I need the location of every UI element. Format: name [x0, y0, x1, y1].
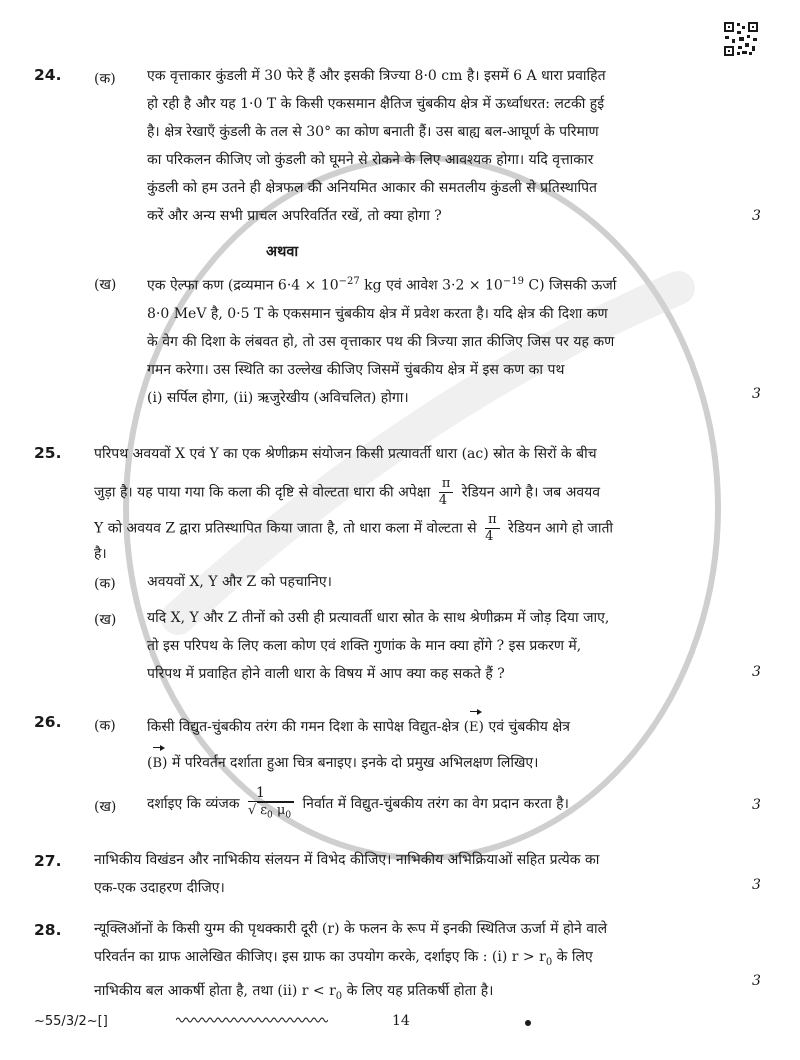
- q26-part-kha-text: दर्शाइए कि व्यंजक $\frac{1}{√ \varepsilon_0 \mu_0}$ निर्वात में विद्युत-चुंबकीय तरंग का वेग प्रदान करता है।: [147, 781, 749, 827]
- vector-b-symbol: B: [152, 744, 162, 778]
- q26-part-ka-line2: (B) में परिवर्तन दर्शाता हुआ चित्र बनाइए। इनके दो प्रमुख अभिलक्षण लिखिए।: [147, 744, 749, 778]
- q24-part-ka-label: (क): [94, 71, 116, 87]
- q25-text-line4: है।: [94, 546, 107, 562]
- q26-part-ka-line1: किसी विद्युत-चुंबकीय तरंग की गमन दिशा के सापेक्ष विद्युत-क्षेत्र (E) एवं चुंबकीय क्षेत्र: [147, 708, 749, 742]
- paper-code: ~55/3/2~[]: [34, 1014, 108, 1029]
- q27-text: नाभिकीय विखंडन और नाभिकीय संलयन में विभेद कीजिए। नाभिकीय अभिक्रियाओं सहित प्रत्येक का एक-एक उदाहरण दीजिए।: [94, 852, 600, 896]
- question-number-26: 26.: [34, 713, 62, 731]
- q27-marks: 3: [752, 877, 761, 893]
- page-number: 14: [392, 1013, 410, 1029]
- light-speed-expression: $\frac{1}{√ \varepsilon_0 \mu_0}$: [248, 785, 294, 824]
- athva-heading: अथवा: [266, 243, 299, 260]
- question-number-27: 27.: [34, 852, 62, 870]
- wavy-separator-icon: [176, 1016, 328, 1024]
- q25-part-ka-text: अवयवों X, Y और Z को पहचानिए।: [147, 574, 332, 590]
- q24-part-ka-text: एक वृत्ताकार कुंडली में 30 फेरे हैं और इसकी त्रिज्या 8·0 cm है। इसमें 6 A धारा प्रवाहित हो रही है और यह 1·0 T के किसी एकसमान क्षैतिज चुंबकीय क्षेत्र में ऊर्ध्वाधरत: लटकी हुई है। क्षेत्र रेखाएँ कुंडली के तल से 30° का कोण बनाती हैं। उस बाह्य बल-आघूर्ण के परिमाण का परिकलन कीजिए जो कुंडली को घूमने से रोकने के लिए आवश्यक होगा। यदि वृत्ताकार कुंडली को हम उतने ही क्षेत्रफल की अनियमित आकार की समतलीय कुंडली से प्रतिस्थापित करें और अन्य सभी प्राचल अपरिवर्तित रखें, तो क्या होगा ?: [147, 68, 606, 224]
- q28-marks: 3: [752, 973, 761, 989]
- q28-text: न्यूक्लिऑनों के किसी युग्म की पृथक्कारी दूरी (r) के फलन के रूप में इनकी स्थितिज ऊर्जा में होने वाले परिवर्तन का ग्राफ आलेखित कीजिए। इस ग्राफ का उपयोग करके, दर्शाइए कि : (i) $r > r_0$ के लिए नाभिकीय बल आकर्षी होता है, तथा (ii) $r < r_0$ के लिए यह प्रतिकर्षी होता है।: [94, 921, 608, 1002]
- question-number-28: 28.: [34, 921, 62, 939]
- vector-e-symbol: E: [469, 708, 479, 742]
- question-number-25: 25.: [34, 444, 62, 462]
- bullet-dot-icon: [525, 1020, 531, 1026]
- q24-ka-marks: 3: [752, 208, 761, 224]
- q25-part-ka-label: (क): [94, 576, 116, 592]
- q24-kha-marks: 3: [752, 386, 761, 402]
- q25-part-kha-label: (ख): [94, 612, 117, 628]
- q25-part-kha-text: यदि X, Y और Z तीनों को उसी ही प्रत्यावर्ती धारा स्रोत के साथ श्रेणीक्रम में जोड़ दिया जाए, तो इस परिपथ के लिए कला कोण एवं शक्ति गुणांक के मान क्या होंगे ? इस प्रकरण में, परिपथ में प्रवाहित होने वाली धारा के विषय में आप क्या कह सकते हैं ?: [147, 610, 610, 682]
- pi-over-4-fraction-2: $\frac{\pi}{4}$: [485, 512, 500, 545]
- q26-marks: 3: [752, 797, 761, 813]
- q24-part-kha-label: (ख): [94, 277, 117, 293]
- qr-code-icon: [723, 21, 759, 57]
- q25-text-line3: Y को अवयव Z द्वारा प्रतिस्थापित किया जाता है, तो धारा कला में वोल्टता से $\frac{\pi}{4}$ रेडियन आगे हो जाती: [94, 512, 614, 544]
- q26-part-kha-label: (ख): [94, 799, 117, 815]
- q24-part-kha-text: एक ऐल्फा कण (द्रव्यमान $6\cdot 4 \times 10^{-27}$ kg एवं आवेश $3\cdot 2 \times 10^{-19}$ C) जिसकी ऊर्जा 8·0 MeV है, 0·5 T के एकसमान चुंबकीय क्षेत्र में प्रवेश करता है। यदि क्षेत्र की दिशा कण के वेग की दिशा के लंबवत हो, तो उस वृत्ताकार पथ की त्रिज्या ज्ञात कीजिए जिस पर यह कण गमन करेगा। उस स्थिति का उल्लेख कीजिए जिसमें चुंबकीय क्षेत्र में इस कण का पथ (i) सर्पिल होगा, (ii) ऋजुरेखीय (अविचलित) होगा।: [147, 276, 617, 406]
- q25-marks: 3: [752, 664, 761, 680]
- q25-text: परिपथ अवयवों X एवं Y का एक श्रेणीक्रम संयोजन किसी प्रत्यावर्ती धारा (ac) स्रोत के सिरों के बीच: [94, 446, 597, 462]
- pi-over-4-fraction: $\frac{\pi}{4}$: [439, 476, 454, 509]
- q25-text-line2: जुड़ा है। यह पाया गया कि कला की दृष्टि से वोल्टता धारा की अपेक्षा $\frac{\pi}{4}$ रेडियन आगे है। जब अवयव: [94, 476, 601, 508]
- q26-part-ka-label: (क): [94, 718, 116, 734]
- question-number-24: 24.: [34, 66, 62, 84]
